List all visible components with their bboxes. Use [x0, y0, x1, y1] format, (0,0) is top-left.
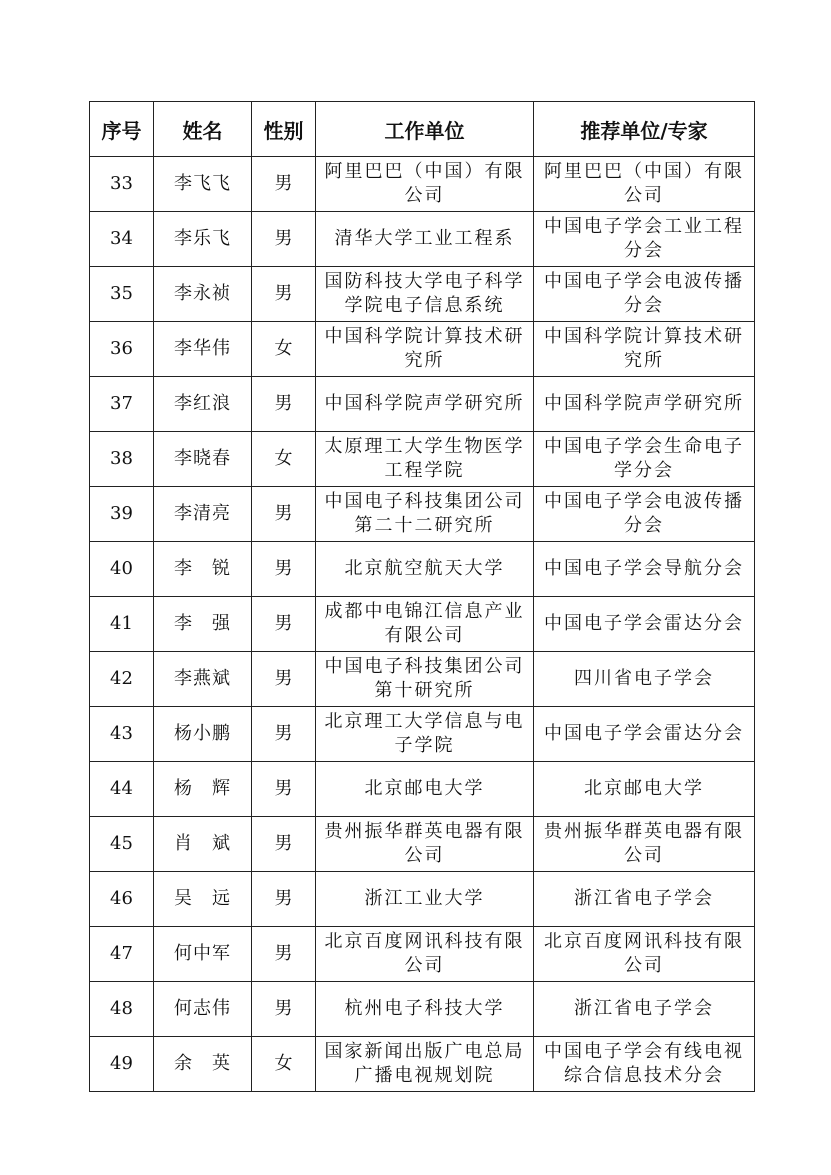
cell-work-unit: 太原理工大学生物医学工程学院 [316, 432, 534, 487]
table-body [90, 157, 755, 1092]
cell-recommender: 中国电子学会电波传播分会 [534, 487, 755, 542]
table-row [90, 762, 755, 817]
cell-recommender: 中国电子学会生命电子学分会 [534, 432, 755, 487]
cell-gender: 男 [252, 707, 316, 762]
cell-gender: 男 [252, 377, 316, 432]
table-header-row [90, 102, 755, 157]
cell-number: 44 [90, 762, 154, 817]
header-number: 序号 [90, 102, 154, 157]
cell-name: 李 强 [154, 597, 252, 652]
cell-recommender: 浙江省电子学会 [534, 982, 755, 1037]
table-row [90, 927, 755, 982]
cell-recommender: 中国电子学会导航分会 [534, 542, 755, 597]
cell-gender: 男 [252, 157, 316, 212]
cell-recommender: 贵州振华群英电器有限公司 [534, 817, 755, 872]
cell-recommender: 浙江省电子学会 [534, 872, 755, 927]
cell-work-unit: 北京航空航天大学 [316, 542, 534, 597]
cell-recommender: 四川省电子学会 [534, 652, 755, 707]
cell-name: 李燕斌 [154, 652, 252, 707]
cell-number: 43 [90, 707, 154, 762]
cell-name: 李华伟 [154, 322, 252, 377]
cell-gender: 男 [252, 212, 316, 267]
table-row [90, 597, 755, 652]
cell-gender: 女 [252, 1037, 316, 1092]
cell-gender: 男 [252, 872, 316, 927]
cell-work-unit: 国防科技大学电子科学学院电子信息系统 [316, 267, 534, 322]
header-name: 姓名 [154, 102, 252, 157]
cell-gender: 男 [252, 267, 316, 322]
cell-number: 40 [90, 542, 154, 597]
cell-name: 肖 斌 [154, 817, 252, 872]
cell-work-unit: 中国电子科技集团公司第十研究所 [316, 652, 534, 707]
cell-gender: 男 [252, 542, 316, 597]
cell-name: 杨小鹏 [154, 707, 252, 762]
roster-table [89, 101, 755, 1092]
cell-work-unit: 杭州电子科技大学 [316, 982, 534, 1037]
cell-name: 李永祯 [154, 267, 252, 322]
cell-work-unit: 国家新闻出版广电总局广播电视规划院 [316, 1037, 534, 1092]
cell-number: 34 [90, 212, 154, 267]
table-row [90, 542, 755, 597]
table-row [90, 432, 755, 487]
cell-recommender: 阿里巴巴（中国）有限公司 [534, 157, 755, 212]
table-row [90, 817, 755, 872]
cell-name: 何志伟 [154, 982, 252, 1037]
cell-gender: 男 [252, 817, 316, 872]
cell-name: 李乐飞 [154, 212, 252, 267]
cell-recommender: 中国电子学会雷达分会 [534, 707, 755, 762]
table-row [90, 1037, 755, 1092]
cell-number: 49 [90, 1037, 154, 1092]
cell-recommender: 北京邮电大学 [534, 762, 755, 817]
header-work-unit: 工作单位 [316, 102, 534, 157]
cell-number: 46 [90, 872, 154, 927]
cell-name: 李飞飞 [154, 157, 252, 212]
cell-gender: 男 [252, 487, 316, 542]
table-row [90, 157, 755, 212]
cell-work-unit: 浙江工业大学 [316, 872, 534, 927]
cell-name: 李红浪 [154, 377, 252, 432]
cell-gender: 男 [252, 652, 316, 707]
cell-work-unit: 北京邮电大学 [316, 762, 534, 817]
cell-recommender: 中国电子学会雷达分会 [534, 597, 755, 652]
cell-number: 42 [90, 652, 154, 707]
cell-name: 何中军 [154, 927, 252, 982]
table-row [90, 267, 755, 322]
cell-recommender: 中国电子学会电波传播分会 [534, 267, 755, 322]
cell-name: 李 锐 [154, 542, 252, 597]
table-row [90, 377, 755, 432]
cell-recommender: 中国电子学会有线电视综合信息技术分会 [534, 1037, 755, 1092]
cell-name: 吴 远 [154, 872, 252, 927]
cell-name: 李清亮 [154, 487, 252, 542]
header-recommender: 推荐单位/专家 [534, 102, 755, 157]
cell-number: 37 [90, 377, 154, 432]
cell-work-unit: 成都中电锦江信息产业有限公司 [316, 597, 534, 652]
cell-gender: 男 [252, 982, 316, 1037]
table-row [90, 872, 755, 927]
cell-gender: 女 [252, 432, 316, 487]
table-row [90, 652, 755, 707]
cell-recommender: 北京百度网讯科技有限公司 [534, 927, 755, 982]
cell-name: 李晓春 [154, 432, 252, 487]
cell-work-unit: 中国科学院声学研究所 [316, 377, 534, 432]
cell-work-unit: 清华大学工业工程系 [316, 212, 534, 267]
cell-work-unit: 中国科学院计算技术研究所 [316, 322, 534, 377]
cell-work-unit: 阿里巴巴（中国）有限公司 [316, 157, 534, 212]
cell-number: 47 [90, 927, 154, 982]
cell-recommender: 中国科学院计算技术研究所 [534, 322, 755, 377]
table-row [90, 982, 755, 1037]
table-row [90, 487, 755, 542]
table-row [90, 707, 755, 762]
cell-number: 38 [90, 432, 154, 487]
header-gender: 性别 [252, 102, 316, 157]
cell-recommender: 中国电子学会工业工程分会 [534, 212, 755, 267]
table-row [90, 212, 755, 267]
cell-number: 33 [90, 157, 154, 212]
cell-name: 杨 辉 [154, 762, 252, 817]
cell-number: 41 [90, 597, 154, 652]
cell-work-unit: 北京理工大学信息与电子学院 [316, 707, 534, 762]
table-row [90, 322, 755, 377]
cell-gender: 男 [252, 762, 316, 817]
cell-gender: 男 [252, 597, 316, 652]
cell-work-unit: 中国电子科技集团公司第二十二研究所 [316, 487, 534, 542]
cell-number: 35 [90, 267, 154, 322]
cell-work-unit: 北京百度网讯科技有限公司 [316, 927, 534, 982]
cell-recommender: 中国科学院声学研究所 [534, 377, 755, 432]
cell-gender: 女 [252, 322, 316, 377]
cell-number: 48 [90, 982, 154, 1037]
cell-gender: 男 [252, 927, 316, 982]
cell-name: 余 英 [154, 1037, 252, 1092]
cell-number: 39 [90, 487, 154, 542]
cell-work-unit: 贵州振华群英电器有限公司 [316, 817, 534, 872]
cell-number: 36 [90, 322, 154, 377]
cell-number: 45 [90, 817, 154, 872]
